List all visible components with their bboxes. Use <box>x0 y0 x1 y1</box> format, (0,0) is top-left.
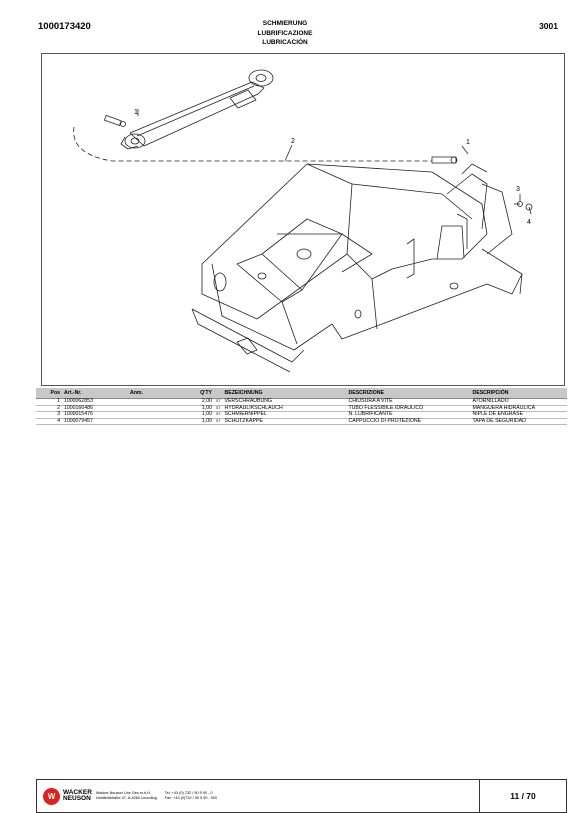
callout-2: 2 <box>291 138 295 145</box>
footer-brand-block <box>37 780 479 812</box>
parts-list-table <box>36 388 567 425</box>
cell-pos: 3 <box>57 411 60 418</box>
cell-pos: 2 <box>57 404 60 411</box>
page-footer <box>36 779 567 813</box>
cell-bezeichnung: SCHUTZKAPPE <box>224 417 263 424</box>
cell-bezeichnung: SCHMIERNIPPEL <box>224 411 267 418</box>
cell-descripcion: ATORNILLADO <box>472 398 509 404</box>
cell-descrizione: CAPPUCCIO DI PROTEZIONE <box>348 417 422 424</box>
wacker-neuson-logo-icon: W <box>43 788 60 805</box>
cell-art-nr: 1000166486 <box>64 404 93 411</box>
frame-illustration <box>42 54 564 385</box>
col-pos: Pos <box>36 388 62 399</box>
cell-qty: 1,00 <box>201 417 212 424</box>
hydraulic-hose-path <box>74 127 432 161</box>
page-number: 11 / 70 <box>479 780 566 812</box>
fax-number: Fax. +43 (0)732 / 90 5 90 - 900 <box>164 796 218 800</box>
callout-4: 4 <box>527 219 531 226</box>
cell-unit: ST <box>216 405 221 410</box>
exploded-view-drawing <box>41 53 565 386</box>
undercarriage-frame <box>192 164 522 372</box>
col-descripcion: DESCRIPCIÓN <box>470 388 567 399</box>
title-german: SCHMIERUNG <box>262 20 308 27</box>
col-descrizione: DESCRIZIONE <box>346 388 470 399</box>
document-number: 1000173420 <box>38 21 91 32</box>
cell-anm <box>128 405 184 412</box>
cell-anm <box>128 399 184 406</box>
cell-unit: ST <box>216 399 221 403</box>
cell-descripcion: MANGUERA HIDRÁULICA <box>472 404 536 411</box>
cell-bezeichnung: VERSCHRAUBUNG <box>224 398 273 404</box>
cell-descrizione: CHIUSURA A VITE <box>348 398 393 404</box>
cell-unit: ST <box>216 412 221 417</box>
hydraulic-cylinder <box>121 70 273 149</box>
company-contact <box>165 791 217 801</box>
brand-wordmark <box>63 790 92 803</box>
title-spanish: LUBRICACIÓN <box>262 39 308 46</box>
page-titles <box>185 19 385 48</box>
cell-qty: 1,00 <box>201 404 212 411</box>
cell-bezeichnung: HYDRAULIKSCHLAUCH <box>224 404 283 411</box>
cell-descripcion: NIPLE DE ENGRASE <box>472 411 523 418</box>
cell-unit: ST <box>216 418 221 423</box>
table-header-row <box>36 388 567 399</box>
right-screw-fitting <box>432 146 468 163</box>
leader-line-2 <box>285 145 292 161</box>
cell-art-nr: 1000015476 <box>64 411 93 418</box>
cell-descrizione: N. LUBRIFICANTE <box>348 411 393 418</box>
callout-1-right: 1 <box>466 139 470 146</box>
phone-number: Tel. +43 (0) 732 / 90 5 90 - 0 <box>164 791 213 795</box>
cell-qty: 1,00 <box>201 411 212 418</box>
cell-anm <box>128 412 184 419</box>
cell-anm <box>128 418 184 425</box>
col-art-nr: Art.-Nr. <box>62 388 128 399</box>
company-address <box>96 791 157 801</box>
cell-art-nr: 1000062853 <box>64 398 93 404</box>
company-name: Wacker Neuson Linz Ges.m.b.H. <box>95 791 152 795</box>
col-unit <box>214 388 222 399</box>
grease-nipple <box>514 194 523 207</box>
callout-numbers <box>134 109 531 226</box>
left-screw-fitting <box>104 109 138 127</box>
callout-3: 3 <box>516 186 520 193</box>
title-italian: LUBRIFICAZIONE <box>257 29 313 37</box>
cell-art-nr: 1000079457 <box>64 417 93 424</box>
cell-pos: 4 <box>57 417 60 424</box>
brand-line-2: NEUSON <box>63 795 91 802</box>
col-qty: Q'TY <box>184 388 214 399</box>
cell-qty: 2,00 <box>201 398 212 404</box>
page-code: 3001 <box>539 21 558 31</box>
cell-pos: 1 <box>57 398 60 404</box>
cell-descripcion: TAPA DE SEGURIDAD <box>472 417 526 424</box>
col-bezeichnung: BEZEICHNUNG <box>222 388 346 399</box>
callout-1-left: 1 <box>134 109 138 116</box>
company-street: Haidfeldstraße 37, A-4060 Leonding <box>95 796 157 800</box>
cell-descrizione: TUBO FLESSIBILE IDRAULICO <box>348 404 424 411</box>
brand-line-1: WACKER <box>63 788 92 796</box>
table-row <box>36 418 567 425</box>
protective-cap <box>526 204 532 214</box>
col-anm: Anm. <box>128 388 184 399</box>
